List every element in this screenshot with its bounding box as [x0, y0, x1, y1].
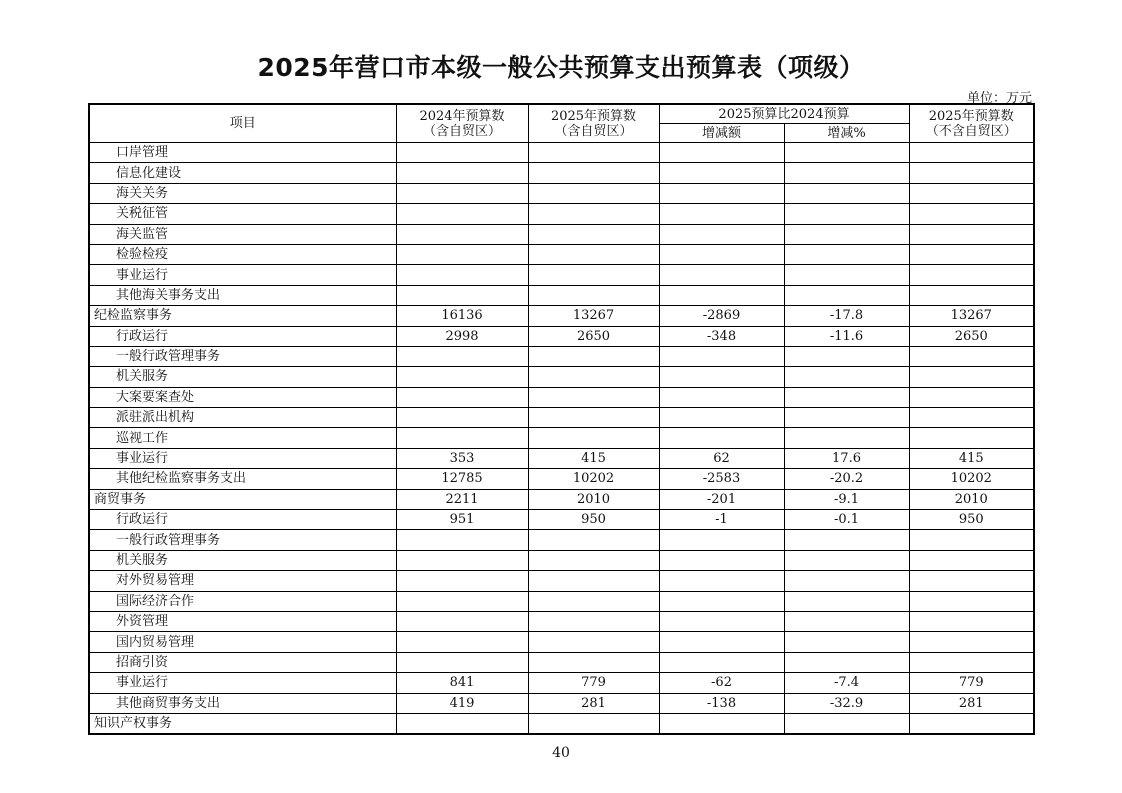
row-name-cell: 事业运行 — [89, 265, 396, 285]
cell-2025-ex: 10202 — [909, 469, 1034, 489]
cell-change-amount — [659, 346, 784, 366]
cell-2025-ex: 13267 — [909, 306, 1034, 326]
cell-2025-ex — [909, 285, 1034, 305]
cell-change-pct — [784, 285, 909, 305]
table-row — [89, 489, 1034, 509]
row-name-cell: 纪检监察事务 — [89, 306, 396, 326]
cell-2025-ex — [909, 346, 1034, 366]
cell-change-pct — [784, 143, 909, 163]
header-2024 — [396, 104, 528, 143]
cell-change-amount — [659, 367, 784, 387]
cell-change-amount: -62 — [659, 673, 784, 693]
cell-2024 — [396, 346, 528, 366]
table-row — [89, 346, 1034, 366]
table-row — [89, 367, 1034, 387]
cell-2024 — [396, 244, 528, 264]
table-row — [89, 265, 1034, 285]
row-name-cell: 事业运行 — [89, 448, 396, 468]
cell-change-pct — [784, 183, 909, 203]
cell-2025: 10202 — [528, 469, 659, 489]
cell-2025-ex: 281 — [909, 693, 1034, 713]
cell-2025 — [528, 591, 659, 611]
cell-2025-ex — [909, 163, 1034, 183]
row-name-cell: 巡视工作 — [89, 428, 396, 448]
cell-2025: 779 — [528, 673, 659, 693]
row-name-cell: 行政运行 — [89, 510, 396, 530]
cell-2024: 2998 — [396, 326, 528, 346]
row-name-cell: 关税征管 — [89, 204, 396, 224]
cell-2025 — [528, 204, 659, 224]
cell-2025 — [528, 346, 659, 366]
table-row — [89, 713, 1034, 734]
cell-2025: 13267 — [528, 306, 659, 326]
cell-2025 — [528, 428, 659, 448]
table-row — [89, 469, 1034, 489]
row-name-cell: 行政运行 — [89, 326, 396, 346]
table-row — [89, 428, 1034, 448]
cell-change-amount: -2583 — [659, 469, 784, 489]
cell-change-amount — [659, 713, 784, 734]
cell-2025-ex — [909, 428, 1034, 448]
cell-change-amount — [659, 204, 784, 224]
cell-change-pct — [784, 387, 909, 407]
row-name-cell: 海关监管 — [89, 224, 396, 244]
table-row — [89, 632, 1034, 652]
cell-change-pct — [784, 571, 909, 591]
table-row — [89, 326, 1034, 346]
cell-2024: 16136 — [396, 306, 528, 326]
row-name-cell: 大案要案查处 — [89, 387, 396, 407]
cell-change-pct — [784, 611, 909, 631]
row-name-cell: 海关关务 — [89, 183, 396, 203]
cell-2024 — [396, 652, 528, 672]
cell-2024 — [396, 143, 528, 163]
cell-2025: 2650 — [528, 326, 659, 346]
unit-label: 单位：万元 — [966, 91, 1032, 106]
cell-2024 — [396, 428, 528, 448]
cell-change-pct — [784, 530, 909, 550]
cell-2025 — [528, 183, 659, 203]
table-row — [89, 306, 1034, 326]
row-name-cell: 机关服务 — [89, 367, 396, 387]
cell-2025-ex — [909, 183, 1034, 203]
header-2024-sub: （含自贸区） — [422, 123, 501, 139]
header-change-pct: 增减% — [784, 124, 909, 143]
header-change-amount: 增减额 — [659, 124, 784, 143]
cell-change-pct — [784, 367, 909, 387]
cell-change-amount: -201 — [659, 489, 784, 509]
cell-2024 — [396, 408, 528, 428]
table-row — [89, 510, 1034, 530]
cell-change-pct: -9.1 — [784, 489, 909, 509]
cell-2025-ex: 2650 — [909, 326, 1034, 346]
cell-2025: 950 — [528, 510, 659, 530]
cell-change-pct: -20.2 — [784, 469, 909, 489]
cell-2025-ex — [909, 611, 1034, 631]
header-2025-label: 2025年预算数 — [550, 108, 637, 124]
table-body — [89, 143, 1034, 735]
row-name-cell: 国内贸易管理 — [89, 632, 396, 652]
cell-change-pct: -32.9 — [784, 693, 909, 713]
cell-change-pct: -7.4 — [784, 673, 909, 693]
cell-change-amount — [659, 550, 784, 570]
cell-2025-ex — [909, 244, 1034, 264]
cell-2025 — [528, 632, 659, 652]
header-compare: 2025预算比2024预算 — [659, 104, 909, 124]
cell-2025 — [528, 265, 659, 285]
cell-2025 — [528, 530, 659, 550]
row-name-cell: 检验检疫 — [89, 244, 396, 264]
header-2025-ex — [909, 104, 1034, 143]
table-row — [89, 591, 1034, 611]
cell-2025-ex — [909, 591, 1034, 611]
cell-change-pct — [784, 632, 909, 652]
cell-2025-ex — [909, 571, 1034, 591]
cell-2025 — [528, 285, 659, 305]
cell-change-amount: -1 — [659, 510, 784, 530]
cell-change-amount — [659, 611, 784, 631]
cell-2025 — [528, 163, 659, 183]
row-name-cell: 派驻派出机构 — [89, 408, 396, 428]
table-row — [89, 387, 1034, 407]
table-row — [89, 285, 1034, 305]
cell-change-pct — [784, 265, 909, 285]
cell-2025-ex — [909, 204, 1034, 224]
cell-2025-ex — [909, 652, 1034, 672]
table-row — [89, 448, 1034, 468]
cell-2024 — [396, 571, 528, 591]
cell-change-amount — [659, 163, 784, 183]
cell-change-pct: 17.6 — [784, 448, 909, 468]
cell-change-pct — [784, 224, 909, 244]
cell-2024: 12785 — [396, 469, 528, 489]
cell-change-pct — [784, 204, 909, 224]
cell-change-pct — [784, 408, 909, 428]
row-name-cell: 对外贸易管理 — [89, 571, 396, 591]
cell-change-amount: 62 — [659, 448, 784, 468]
cell-2025 — [528, 611, 659, 631]
row-name-cell: 外资管理 — [89, 611, 396, 631]
cell-change-pct — [784, 346, 909, 366]
cell-2025 — [528, 387, 659, 407]
cell-change-amount — [659, 408, 784, 428]
cell-change-pct — [784, 713, 909, 734]
cell-2024 — [396, 183, 528, 203]
cell-change-pct: -0.1 — [784, 510, 909, 530]
cell-change-pct — [784, 652, 909, 672]
table-row — [89, 611, 1034, 631]
cell-2024: 353 — [396, 448, 528, 468]
cell-change-amount — [659, 224, 784, 244]
cell-2025-ex — [909, 408, 1034, 428]
cell-change-pct — [784, 244, 909, 264]
table-row — [89, 693, 1034, 713]
cell-change-pct — [784, 163, 909, 183]
cell-2024 — [396, 163, 528, 183]
row-name-cell: 招商引资 — [89, 652, 396, 672]
row-name-cell: 其他纪检监察事务支出 — [89, 469, 396, 489]
table-row — [89, 244, 1034, 264]
cell-2025 — [528, 571, 659, 591]
cell-2024 — [396, 224, 528, 244]
cell-2025-ex — [909, 224, 1034, 244]
table-row — [89, 530, 1034, 550]
table-row — [89, 143, 1034, 163]
cell-2025-ex — [909, 367, 1034, 387]
cell-2024 — [396, 265, 528, 285]
cell-2024: 419 — [396, 693, 528, 713]
header-2025-sub: （含自贸区） — [554, 123, 633, 139]
row-name-cell: 一般行政管理事务 — [89, 346, 396, 366]
header-2025-ex-sub: （不含自贸区） — [925, 123, 1017, 139]
cell-change-pct: -11.6 — [784, 326, 909, 346]
cell-change-pct — [784, 428, 909, 448]
cell-2024 — [396, 611, 528, 631]
cell-2025-ex — [909, 265, 1034, 285]
cell-2024: 951 — [396, 510, 528, 530]
table-row — [89, 550, 1034, 570]
cell-2025-ex — [909, 530, 1034, 550]
cell-2025 — [528, 143, 659, 163]
page-title: 2025年营口市本级一般公共预算支出预算表（项级） — [257, 53, 865, 82]
table-row — [89, 224, 1034, 244]
cell-2025 — [528, 224, 659, 244]
cell-2025 — [528, 652, 659, 672]
header-2025 — [528, 104, 659, 143]
row-name-cell: 知识产权事务 — [89, 713, 396, 734]
table-row — [89, 183, 1034, 203]
cell-change-amount — [659, 244, 784, 264]
budget-table — [88, 103, 1035, 735]
row-name-cell: 其他商贸事务支出 — [89, 693, 396, 713]
cell-change-amount — [659, 591, 784, 611]
cell-2025-ex: 779 — [909, 673, 1034, 693]
cell-change-pct — [784, 591, 909, 611]
cell-2025-ex — [909, 387, 1034, 407]
table-row — [89, 652, 1034, 672]
cell-2024: 841 — [396, 673, 528, 693]
row-name-cell: 口岸管理 — [89, 143, 396, 163]
cell-2025-ex — [909, 713, 1034, 734]
row-name-cell: 商贸事务 — [89, 489, 396, 509]
table-row — [89, 408, 1034, 428]
header-2024-label: 2024年预算数 — [419, 108, 505, 124]
cell-change-amount — [659, 428, 784, 448]
header-2025-ex-label: 2025年预算数 — [928, 108, 1014, 124]
cell-change-amount — [659, 530, 784, 550]
cell-change-amount — [659, 571, 784, 591]
cell-2025 — [528, 244, 659, 264]
row-name-cell: 国际经济合作 — [89, 591, 396, 611]
cell-2025-ex: 2010 — [909, 489, 1034, 509]
cell-2025: 2010 — [528, 489, 659, 509]
row-name-cell: 信息化建设 — [89, 163, 396, 183]
cell-2024 — [396, 550, 528, 570]
cell-2025 — [528, 713, 659, 734]
cell-change-amount: -2869 — [659, 306, 784, 326]
cell-2025 — [528, 408, 659, 428]
cell-2025-ex — [909, 550, 1034, 570]
cell-2024 — [396, 591, 528, 611]
table-row — [89, 163, 1034, 183]
header-item: 项目 — [89, 104, 396, 143]
cell-change-amount: -348 — [659, 326, 784, 346]
cell-2024 — [396, 713, 528, 734]
row-name-cell: 一般行政管理事务 — [89, 530, 396, 550]
cell-2025-ex — [909, 143, 1034, 163]
cell-2024 — [396, 530, 528, 550]
cell-2024 — [396, 632, 528, 652]
cell-2025-ex: 950 — [909, 510, 1034, 530]
cell-2025 — [528, 367, 659, 387]
cell-2025: 415 — [528, 448, 659, 468]
cell-2025-ex — [909, 632, 1034, 652]
cell-2024: 2211 — [396, 489, 528, 509]
page-number: 40 — [552, 745, 570, 761]
table-row — [89, 673, 1034, 693]
cell-2024 — [396, 367, 528, 387]
cell-2025-ex: 415 — [909, 448, 1034, 468]
cell-2025: 281 — [528, 693, 659, 713]
cell-2024 — [396, 285, 528, 305]
row-name-cell: 机关服务 — [89, 550, 396, 570]
cell-change-amount — [659, 652, 784, 672]
cell-change-pct — [784, 550, 909, 570]
row-name-cell: 其他海关事务支出 — [89, 285, 396, 305]
cell-change-pct: -17.8 — [784, 306, 909, 326]
cell-change-amount — [659, 285, 784, 305]
cell-change-amount — [659, 143, 784, 163]
table-row — [89, 204, 1034, 224]
cell-change-amount — [659, 632, 784, 652]
cell-change-amount — [659, 387, 784, 407]
cell-2024 — [396, 387, 528, 407]
cell-change-amount — [659, 183, 784, 203]
table-row — [89, 571, 1034, 591]
cell-2024 — [396, 204, 528, 224]
cell-2025 — [528, 550, 659, 570]
row-name-cell: 事业运行 — [89, 673, 396, 693]
cell-change-amount — [659, 265, 784, 285]
cell-change-amount: -138 — [659, 693, 784, 713]
